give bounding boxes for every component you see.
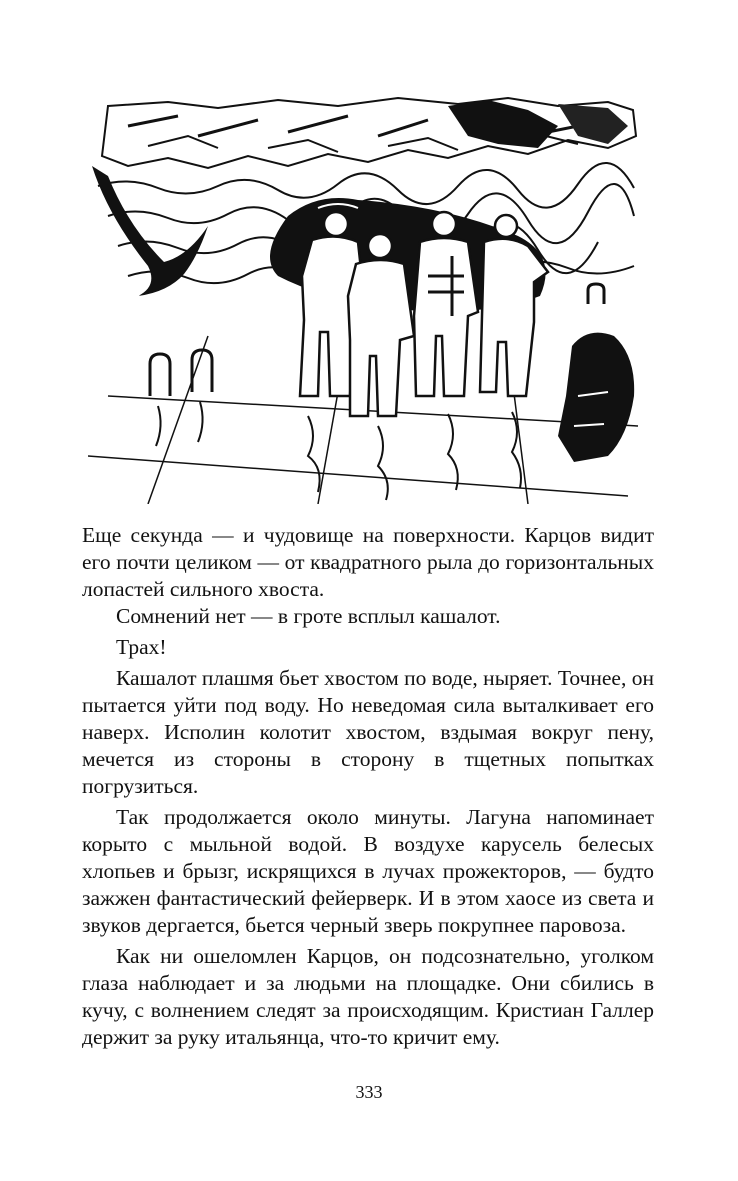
paragraph: Сомнений нет — в гроте всплыл кашалот. <box>116 604 501 628</box>
page-number: 333 <box>355 1082 383 1102</box>
whale-grotto-drawing <box>88 96 644 504</box>
paragraph: Так продолжается около минуты. Лагуна напоминает корыто с мыльной водой. В воздухе карусель белесых хлопьев и брызг, искрящихся в лучах прожекторов, — будто зажжен фантастический фейерверк. И в этом хаосе из света и звуков дергается, бьется черный зверь покрупнее паровоза. <box>82 805 654 937</box>
illustration-whale-grotto <box>88 96 644 504</box>
paragraph: Кашалот плашмя бьет хвостом по воде, ныряет. Точнее, он пытается уйти под воду. Но неведомая сила выталкивает его наверх. Исполин колотит хвостом, вздымая вокруг пену, мечется из стороны в сторону в тщетных попытках погрузиться. <box>82 666 654 798</box>
paragraph: Еще секунда — и чудовище на поверхности. Карцов видит его почти целиком — от квадратного рыла до горизонтальных лопастей сильного хвоста. <box>82 523 654 601</box>
paragraph: Как ни ошеломлен Карцов, он подсознательно, уголком глаза наблюдает и за людьми на площадке. Они сбились в кучу, с волнением следят за происходящим. Кристиан Галлер держит за руку итальянца, что-то кричит ему. <box>82 944 654 1049</box>
body-text <box>82 522 654 1051</box>
paragraph: Трах! <box>116 635 167 659</box>
